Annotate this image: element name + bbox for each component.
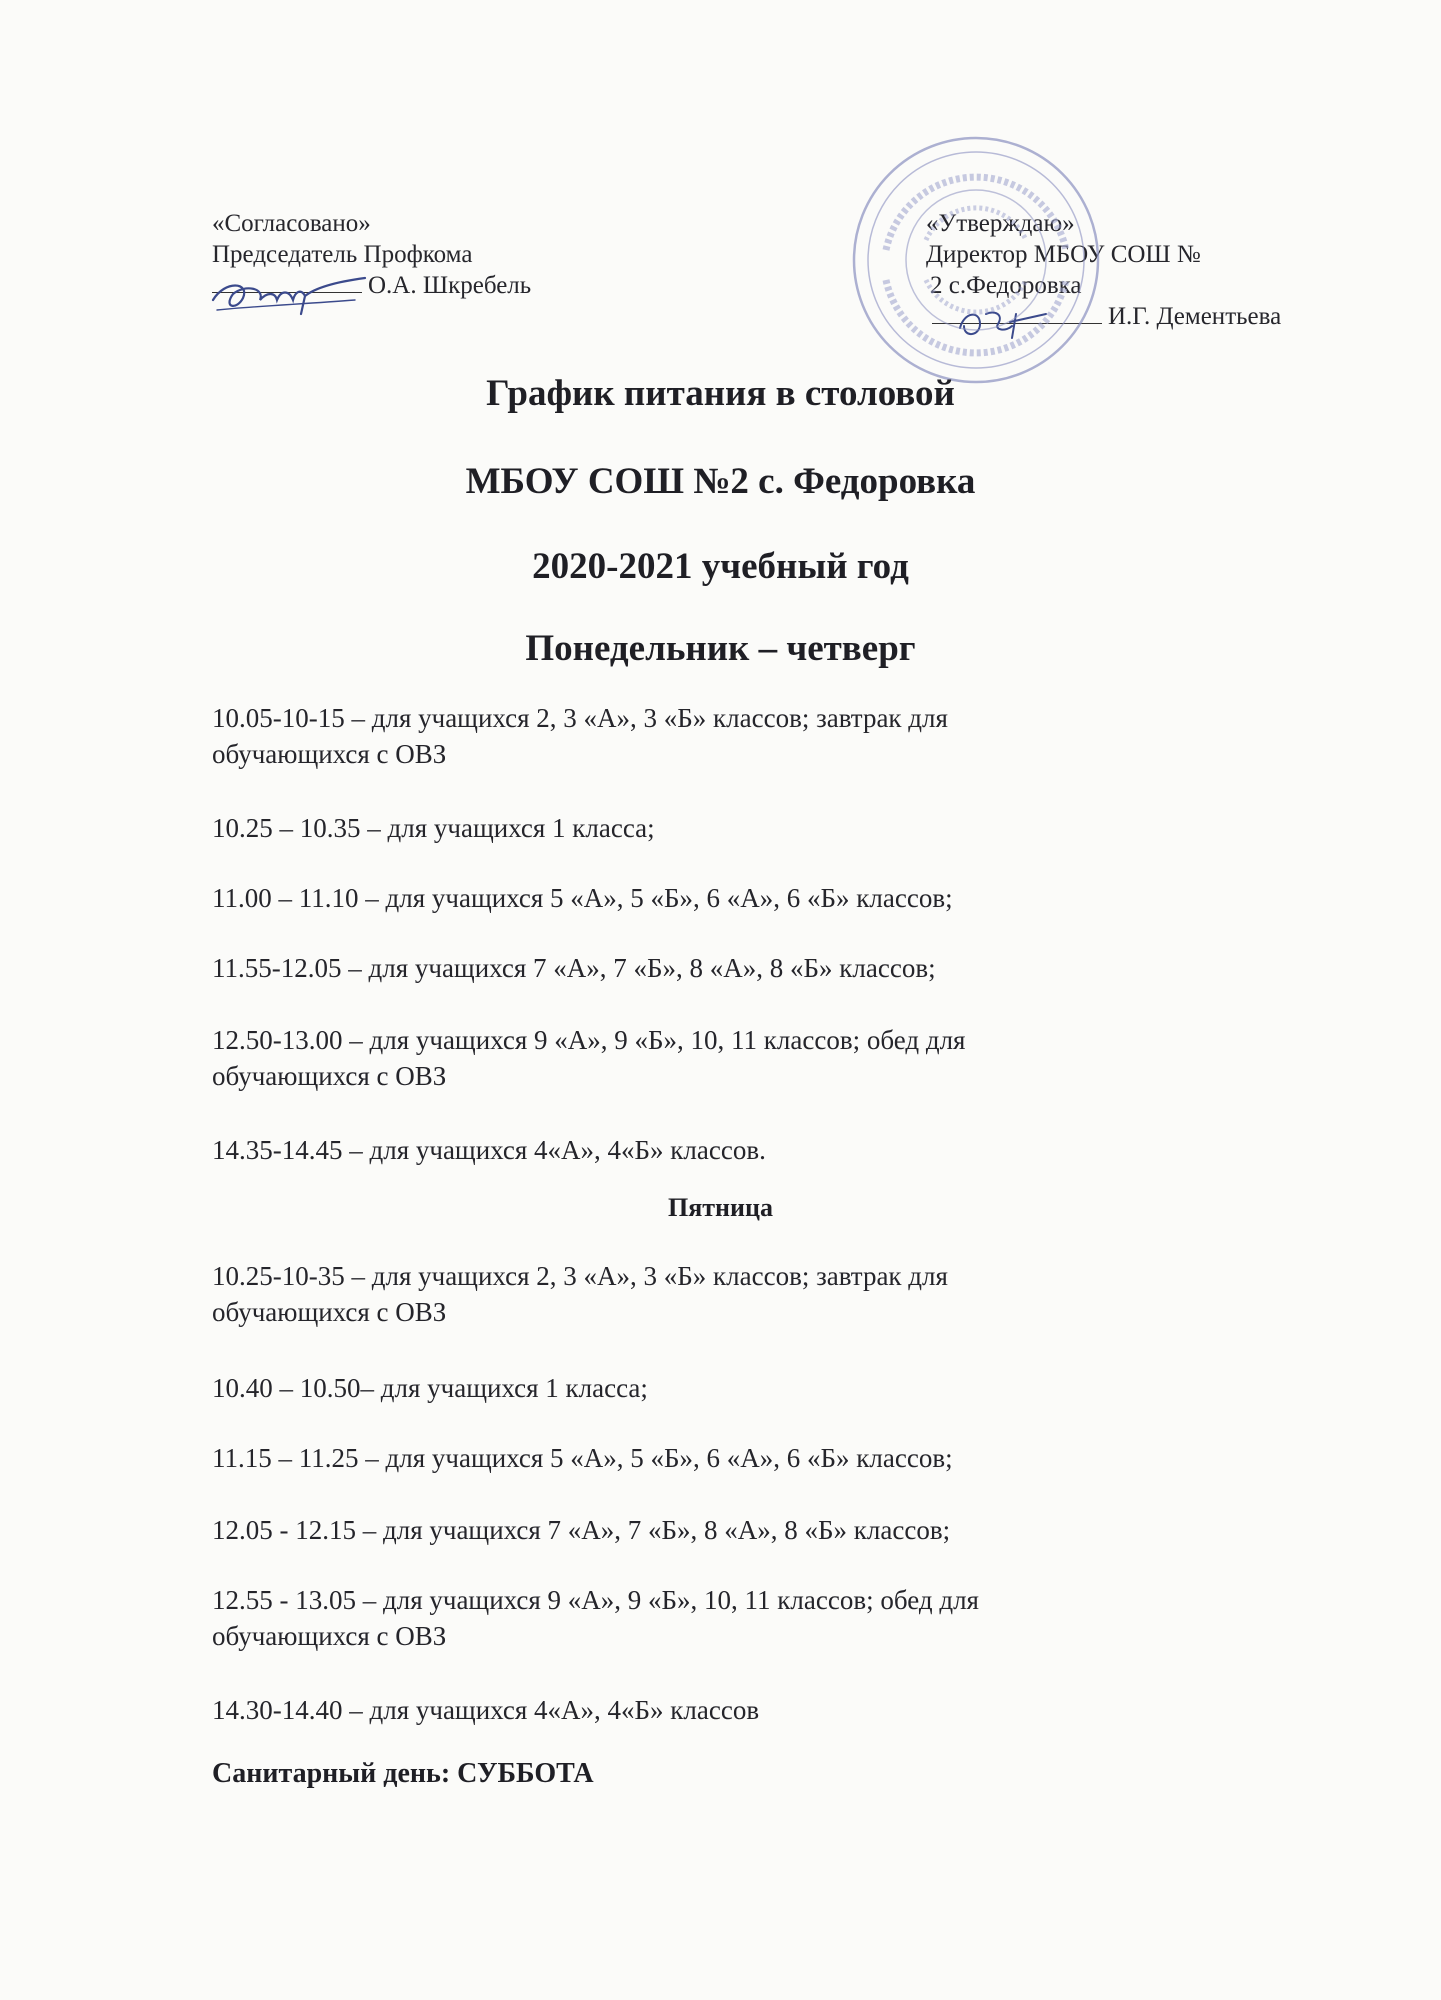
- agreed-title: «Согласовано»: [212, 210, 371, 237]
- entry-line: обучающихся с ОВЗ: [212, 739, 447, 769]
- approved-position-2: 2 с.Федоровка: [930, 272, 1082, 299]
- agreed-block: [212, 208, 531, 304]
- schedule-entry: [212, 1692, 759, 1728]
- schedule-entry: [212, 700, 948, 772]
- entry-line: 14.30-14.40 – для учащихся 4«А», 4«Б» классов: [212, 1695, 760, 1725]
- agreed-name: О.А. Шкребель: [368, 272, 532, 299]
- schedule-entry: [212, 1512, 950, 1548]
- entry-line: 12.05 - 12.15 – для учащихся 7 «А», 7 «Б», 8 «А», 8 «Б» классов;: [212, 1515, 951, 1545]
- signature-line: [212, 292, 362, 293]
- signature-line: [932, 323, 1102, 324]
- entry-line: обучающихся с ОВЗ: [212, 1621, 447, 1651]
- approved-title: «Утверждаю»: [926, 210, 1075, 237]
- mon-thu-heading: Понедельник – четверг: [525, 628, 916, 669]
- approved-name: И.Г. Дементьева: [1108, 303, 1282, 330]
- schedule-entry: [212, 1022, 965, 1094]
- entry-line: 10.40 – 10.50– для учащихся 1 класса;: [212, 1373, 648, 1403]
- sanitary-day: Санитарный день: СУББОТА: [212, 1758, 594, 1789]
- entry-line: 11.00 – 11.10 – для учащихся 5 «А», 5 «Б», 6 «А», 6 «Б» классов;: [212, 883, 953, 913]
- entry-line: 12.55 - 13.05 – для учащихся 9 «А», 9 «Б», 10, 11 классов; обед для: [212, 1585, 979, 1615]
- approved-position-1: Директор МБОУ СОШ №: [926, 241, 1201, 268]
- school-name: МБОУ СОШ №2 с. Федоровка: [465, 461, 976, 502]
- schedule-entry: [212, 1132, 766, 1168]
- friday-heading: Пятница: [667, 1193, 773, 1222]
- schedule-entry: [212, 880, 953, 916]
- entry-line: обучающихся с ОВЗ: [212, 1297, 447, 1327]
- schedule-entry: [212, 950, 936, 986]
- entry-line: 10.05-10-15 – для учащихся 2, 3 «А», 3 «Б» классов; завтрак для: [212, 703, 948, 733]
- school-year: 2020-2021 учебный год: [532, 546, 909, 587]
- schedule-entry: [212, 1440, 953, 1476]
- schedule-entry: [212, 810, 655, 846]
- approved-block: [926, 208, 1281, 332]
- agreed-signature-row: [212, 270, 531, 304]
- document-title: График питания в столовой: [486, 373, 955, 414]
- agreed-position: Председатель Профкома: [212, 241, 473, 268]
- entry-line: 10.25-10-35 – для учащихся 2, 3 «А», 3 «Б» классов; завтрак для: [212, 1261, 948, 1291]
- entry-line: обучающихся с ОВЗ: [212, 1061, 447, 1091]
- approved-signature-row: [926, 301, 1281, 332]
- entry-line: 11.15 – 11.25 – для учащихся 5 «А», 5 «Б», 6 «А», 6 «Б» классов;: [212, 1443, 953, 1473]
- entry-line: 14.35-14.45 – для учащихся 4«А», 4«Б» классов.: [212, 1135, 766, 1165]
- entry-line: 12.50-13.00 – для учащихся 9 «А», 9 «Б», 10, 11 классов; обед для: [212, 1025, 966, 1055]
- entry-line: 10.25 – 10.35 – для учащихся 1 класса;: [212, 813, 655, 843]
- schedule-entry: [212, 1370, 648, 1406]
- entry-line: 11.55-12.05 – для учащихся 7 «А», 7 «Б», 8 «А», 8 «Б» классов;: [212, 953, 936, 983]
- schedule-entry: [212, 1258, 948, 1330]
- schedule-entry: [212, 1582, 979, 1654]
